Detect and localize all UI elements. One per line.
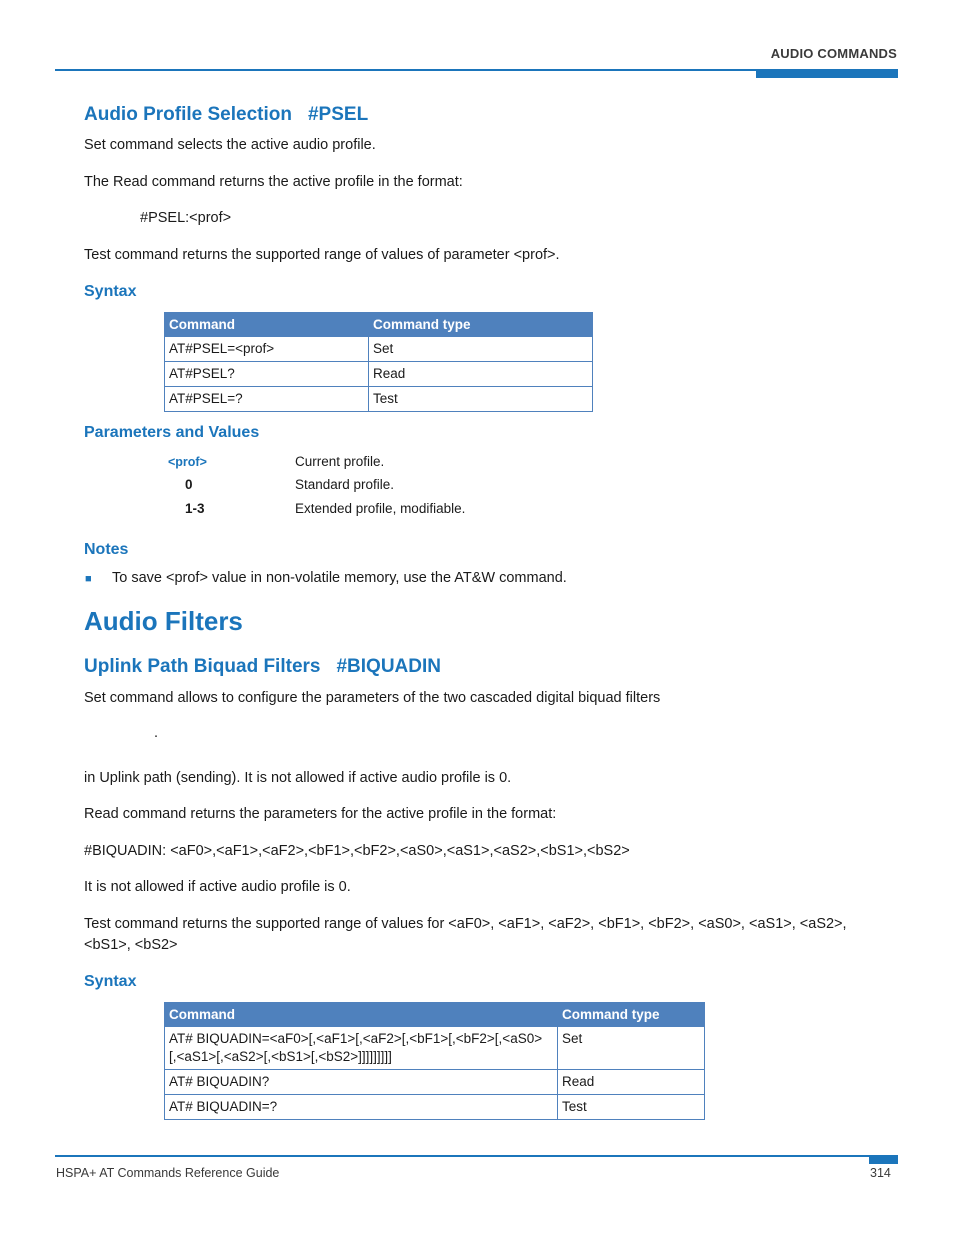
table-cell-type: Set bbox=[369, 337, 593, 362]
param-desc: Standard profile. bbox=[295, 477, 395, 492]
biquadin-desc-uplink: in Uplink path (sending). It is not allowed if active audio profile is 0. bbox=[84, 770, 512, 786]
table-header-row bbox=[165, 1003, 705, 1027]
param-value: 1-3 bbox=[185, 501, 205, 516]
bullet-square-icon: ■ bbox=[85, 573, 92, 585]
psel-params-heading: Parameters and Values bbox=[84, 424, 260, 441]
biquadin-syntax-table bbox=[164, 1002, 705, 1120]
table-cell-command: AT# BIQUADIN=? bbox=[165, 1095, 558, 1120]
biquadin-syntax-heading: Syntax bbox=[84, 973, 137, 990]
table-header-row bbox=[165, 313, 593, 337]
section-header: AUDIO COMMANDS bbox=[770, 46, 897, 61]
table-cell-type: Read bbox=[369, 362, 593, 387]
table-cell-command: AT#PSEL? bbox=[165, 362, 369, 387]
table-row bbox=[165, 1070, 705, 1095]
footer-rule bbox=[55, 1155, 898, 1157]
biquadin-desc-set: Set command allows to configure the parameters of the two cascaded digital biquad filters bbox=[84, 690, 661, 706]
table-cell-command: AT#PSEL=<prof> bbox=[165, 337, 369, 362]
table-cell-command-line: AT# BIQUADIN=<aF0>[,<aF1>[,<aF2>[,<bF1>[,<bF2>[,<aS0> bbox=[169, 1031, 543, 1046]
param-name: <prof> bbox=[168, 455, 207, 469]
psel-syntax-heading: Syntax bbox=[84, 283, 137, 300]
psel-title: Audio Profile Selection bbox=[84, 104, 292, 125]
table-cell-command-line: [,<aS1>[,<aS2>[,<bS1>[,<bS2>]]]]]]]]] bbox=[169, 1049, 392, 1064]
psel-syntax-table bbox=[164, 312, 593, 412]
psel-format: #PSEL:<prof> bbox=[140, 210, 232, 226]
biquadin-format: #BIQUADIN: <aF0>,<aF1>,<aF2>,<bF1>,<bF2>,<aS0>,<aS1>,<aS2>,<bS1>,<bS2> bbox=[84, 843, 630, 859]
footer-page-number: 314 bbox=[870, 1166, 891, 1180]
table-row bbox=[165, 1027, 705, 1070]
table-cell-type: Set bbox=[558, 1027, 705, 1070]
table-header-type: Command type bbox=[558, 1003, 705, 1027]
biquadin-desc-test-cont: <bS1>, <bS2> bbox=[84, 937, 178, 953]
param-desc: Current profile. bbox=[295, 454, 385, 469]
table-header-command: Command bbox=[165, 1003, 558, 1027]
table-row bbox=[165, 1095, 705, 1120]
table-cell-type: Test bbox=[558, 1095, 705, 1120]
biquadin-desc-test: Test command returns the supported range of values for <aF0>, <aF1>, <aF2>, <bF1>, <bF2>, <aS0>, <aS1>, <aS2>, bbox=[84, 916, 847, 932]
table-cell-type: Read bbox=[558, 1070, 705, 1095]
psel-desc-test: Test command returns the supported range of values of parameter <prof>. bbox=[84, 247, 560, 263]
table-row bbox=[165, 387, 593, 412]
biquadin-command: #BIQUADIN bbox=[336, 656, 441, 677]
psel-desc-read: The Read command returns the active profile in the format: bbox=[84, 174, 463, 190]
biquadin-title: Uplink Path Biquad Filters bbox=[84, 656, 321, 677]
table-header-command: Command bbox=[165, 313, 369, 337]
biquadin-heading bbox=[84, 656, 441, 678]
table-row bbox=[165, 362, 593, 387]
biquadin-dot: . bbox=[154, 725, 159, 741]
psel-heading bbox=[84, 104, 368, 126]
audio-filters-heading: Audio Filters bbox=[84, 606, 243, 636]
table-cell-type: Test bbox=[369, 387, 593, 412]
psel-desc-set: Set command selects the active audio profile. bbox=[84, 137, 376, 153]
biquadin-desc-not-allowed: It is not allowed if active audio profile is 0. bbox=[84, 879, 351, 895]
param-value: 0 bbox=[185, 477, 193, 492]
table-cell-command bbox=[165, 1027, 558, 1070]
note-item: To save <prof> value in non-volatile memory, use the AT&W command. bbox=[112, 570, 567, 586]
param-desc: Extended profile, modifiable. bbox=[295, 501, 466, 516]
table-cell-command: AT#PSEL=? bbox=[165, 387, 369, 412]
biquadin-desc-read: Read command returns the parameters for the active profile in the format: bbox=[84, 806, 557, 822]
psel-command: #PSEL bbox=[307, 104, 369, 125]
header-rule-block bbox=[756, 69, 898, 78]
table-row bbox=[165, 337, 593, 362]
footer-rule-block bbox=[869, 1155, 898, 1164]
psel-notes-heading: Notes bbox=[84, 541, 129, 558]
table-header-type: Command type bbox=[369, 313, 593, 337]
table-cell-command: AT# BIQUADIN? bbox=[165, 1070, 558, 1095]
footer-title: HSPA+ AT Commands Reference Guide bbox=[56, 1166, 280, 1180]
